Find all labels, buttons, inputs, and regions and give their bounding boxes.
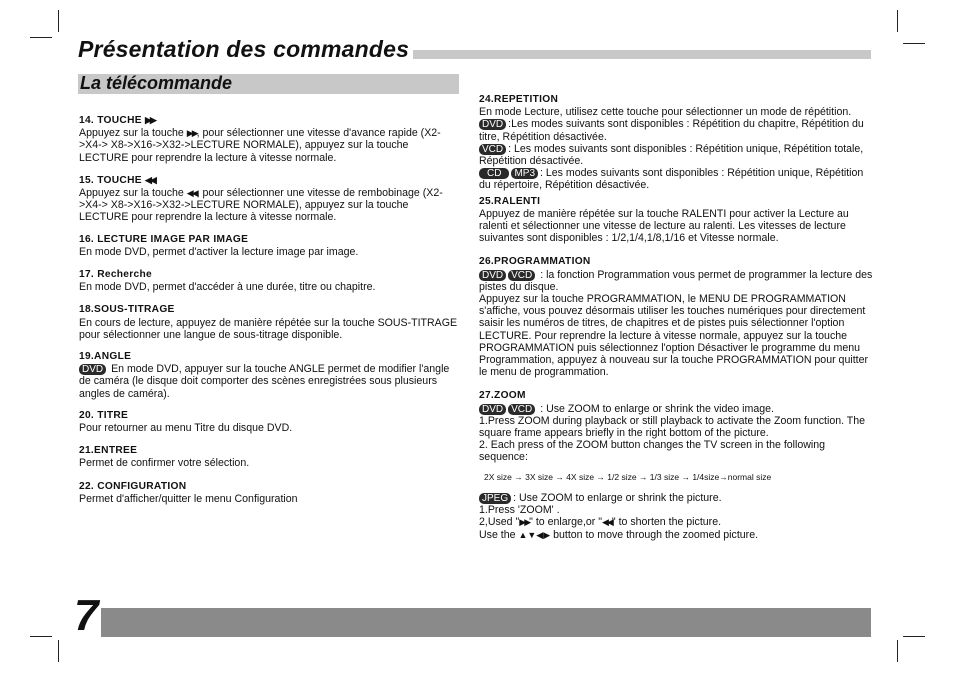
fast-rewind-icon: ◀◀ <box>602 517 612 528</box>
crop-mark <box>30 636 52 637</box>
section-text: Appuyez de manière répétée sur la touche RALENTI pour activer la Lecture au ralenti et sélectionner une vitesse de lecture au ralenti. Les vitesses de lecture suivantes sont disponibles : 1/2,1/4,1/8,1/16 et Vitesse normale. <box>479 207 849 245</box>
section-configuration <box>79 481 459 505</box>
fast-forward-icon: ▶▶ <box>519 517 530 528</box>
page-number: 7 <box>74 591 99 640</box>
section-text: Appuyez sur la touche <box>79 187 184 200</box>
dvd-badge: DVD <box>479 119 506 130</box>
section-text: Permet de confirmer votre sélection. <box>79 457 250 470</box>
fast-forward-icon: ▶▶ <box>186 128 197 139</box>
fast-forward-icon: ▶▶ <box>144 115 155 125</box>
section-text: En cours de lecture, appuyez de manière répétée sur la touche SOUS-TITRAGE pour sélectionner une langue de sous-titrage disponible. <box>79 316 458 341</box>
section-heading: 18.SOUS-TITRAGE <box>79 304 175 316</box>
direction-arrows-icon: ▲▼◀▶ <box>518 529 551 540</box>
section-text: 2. Each press of the ZOOM button changes the TV screen in the following sequence: <box>479 439 826 464</box>
section-heading: 14. TOUCHE <box>79 115 142 126</box>
section-title: La télécommande <box>80 73 233 93</box>
section-touche-14 <box>79 114 459 164</box>
page-title: Présentation des commandes <box>78 36 413 63</box>
section-lecture-image <box>79 234 459 258</box>
section-heading: 24.REPETITION <box>479 94 559 105</box>
section-text: , pour sélectionner une vitesse de rembobinage (X2->X4-> X8->X16->X32->LECTURE NORMALE), appuyez sur la touche LECTURE pour reprendre la lecture à vitesse normale. <box>79 187 443 224</box>
section-entree <box>79 445 459 469</box>
section-ralenti <box>479 196 874 245</box>
section-repetition <box>479 94 874 192</box>
section-recherche <box>79 269 459 293</box>
section-heading: 15. TOUCHE <box>79 174 142 186</box>
section-text: En mode Lecture, utilisez cette touche pour sélectionner un mode de répétition. <box>479 106 852 119</box>
section-text: En mode DVD, permet d'accéder à une durée, titre ou chapitre. <box>79 281 376 294</box>
section-touche-15 <box>79 174 459 224</box>
section-text: : la fonction Programmation vous permet de programmer la lecture des pistes du disque. <box>479 268 873 293</box>
section-heading: 16. LECTURE IMAGE PAR IMAGE <box>79 233 249 245</box>
section-text: Pour retourner au menu Titre du disque DVD. <box>79 422 293 435</box>
crop-mark <box>897 10 898 32</box>
vcd-badge: VCD <box>479 144 506 155</box>
jpeg-badge: JPEG <box>479 493 511 504</box>
crop-mark <box>903 43 925 44</box>
section-zoom: 27.ZOOM DVD VCD : Use ZOOM to enlarge or shrink the video image. 1.Press ZOOM during playback or still playback to activate the Zoom function. The square frame appears briefly in the right bottom of the picture. 2. Each press of the ZOOM button changes the TV screen in the following sequence: 2X size → 3X size → 4X size → 1/2 size → 1/3 size → 1/4size→normal size JPEG : Use ZOOM to enlarge or shrink the picture. 1.Press 'ZOOM' . 2,Used "▶▶" to enlarge,or "◀◀" to shorten the picture. Use the ▲▼◀▶ button to move through the zoomed picture. <box>479 390 874 540</box>
crop-mark <box>903 636 925 637</box>
section-text: Appuyez sur la touche <box>79 127 184 140</box>
section-text: En mode DVD, appuyer sur la touche ANGLE permet de modifier l'angle de caméra (le disque doit comporter des scènes enregistrées sous plusieurs angles de caméra). <box>79 363 450 400</box>
crop-mark <box>30 37 52 38</box>
section-text: 1.Press 'ZOOM' . <box>479 504 560 517</box>
dvd-badge: DVD <box>79 364 106 375</box>
section-text: 1.Press ZOOM during playback or still playback to activate the Zoom function. The square frame appears briefly in the right bottom of the picture. <box>479 414 866 440</box>
section-heading: 21.ENTREE <box>79 445 138 457</box>
section-text: :Les modes suivants sont disponibles : Répétition du chapitre, Répétition du titre, Répétition désactivée. <box>479 118 864 143</box>
section-heading: 26.PROGRAMMATION <box>479 256 591 268</box>
section-heading: 19.ANGLE <box>79 351 132 363</box>
section-titre <box>79 410 459 434</box>
zoom-sequence: 2X size → 3X size → 4X size → 1/2 size → 1/3 size → 1/4size→normal size <box>484 471 772 482</box>
section-heading: 25.RALENTI <box>479 195 541 207</box>
section-heading: 20. TITRE <box>79 409 129 421</box>
section-sous-titrage <box>79 304 459 341</box>
section-heading: 27.ZOOM <box>479 390 526 402</box>
vcd-badge: VCD <box>508 270 535 281</box>
crop-mark <box>897 640 898 662</box>
mp3-badge: MP3 <box>511 168 538 179</box>
dvd-badge: DVD <box>479 270 506 281</box>
section-text: En mode DVD, permet d'activer la lecture image par image. <box>79 245 359 258</box>
section-text: : Les modes suivants sont disponibles : Répétition unique, Répétition du répertoire, Répétition désactivée. <box>479 167 864 192</box>
cd-badge: CD <box>479 168 509 179</box>
left-column <box>79 114 459 505</box>
right-column <box>479 94 874 541</box>
crop-mark <box>58 640 59 662</box>
section-angle <box>79 351 459 400</box>
crop-mark <box>58 10 59 32</box>
section-text: , pour sélectionner une vitesse d'avance rapide (X2->X4-> X8->X16->X32->LECTURE NORMALE), appuyez sur la touche LECTURE pour reprendre la lecture à vitesse normale. <box>79 127 441 164</box>
section-text: : Use ZOOM to enlarge or shrink the picture. <box>513 491 722 504</box>
section-text: : Les modes suivants sont disponibles : Répétition unique, Répétition totale, Répétition désactivée. <box>479 142 864 168</box>
footer-bar <box>101 608 871 637</box>
fast-rewind-icon: ◀◀ <box>186 188 197 199</box>
fast-rewind-icon: ◀◀ <box>144 174 155 185</box>
section-text: : Use ZOOM to enlarge or shrink the video image. <box>537 402 774 415</box>
section-text: Appuyez sur la touche PROGRAMMATION, le MENU DE PROGRAMMATION s'affiche, vous pouvez désormais utiliser les touches numériques pour directement saisir les numéros de titres, de chapitres et de pistes puis sélectionner l'option LECTURE. Pour reprendre la lecture à vitesse normale, appuyez sur la touche PROGRAMMATION puis sélectionnez l'option Désactiver le programme du menu Programmation, appuyez à nouveau sur la touche PROGRAMMATION pour quitter le menu de programmation. <box>479 293 869 379</box>
section-heading: 17. Recherche <box>79 269 152 281</box>
vcd-badge: VCD <box>508 404 535 415</box>
section-programmation <box>479 256 874 378</box>
section-text: Permet d'afficher/quitter le menu Configuration <box>79 492 298 505</box>
section-heading: 22. CONFIGURATION <box>79 480 187 492</box>
dvd-badge: DVD <box>479 404 506 415</box>
